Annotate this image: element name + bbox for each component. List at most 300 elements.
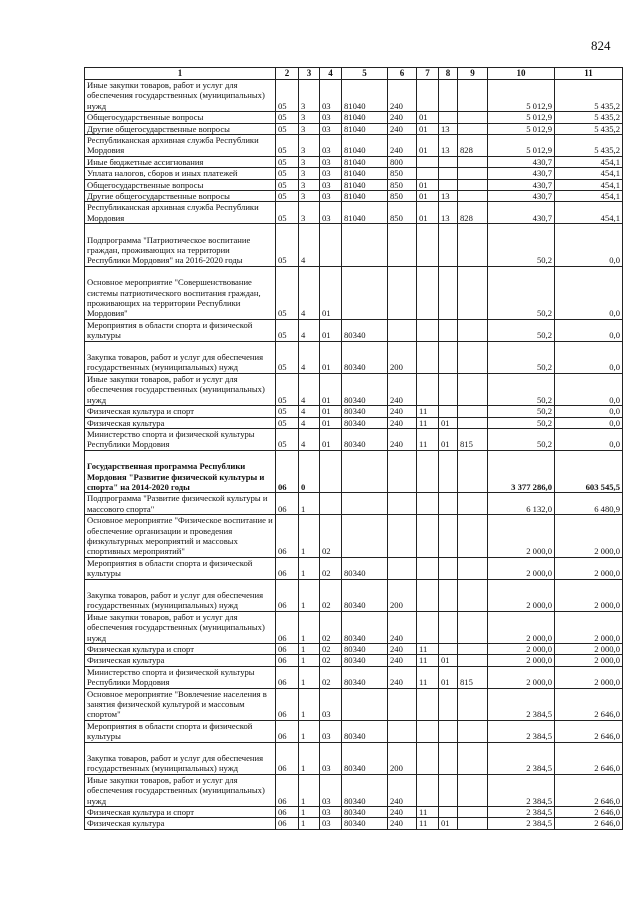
- table-row: [85, 341, 623, 373]
- row-code-3: 1: [299, 720, 320, 742]
- row-amount-11: 454,1: [555, 168, 623, 179]
- row-code-8: [439, 224, 458, 267]
- row-code-3: 4: [299, 373, 320, 405]
- row-code-6: 240: [388, 611, 417, 643]
- row-code-8: [439, 406, 458, 417]
- row-code-7: 01: [417, 135, 439, 157]
- row-code-6: 240: [388, 123, 417, 134]
- row-code-3: 3: [299, 80, 320, 112]
- row-code-9: [458, 319, 488, 341]
- row-code-7: 01: [417, 179, 439, 190]
- row-amount-10: 2 000,0: [488, 611, 555, 643]
- row-amount-11: 0,0: [555, 373, 623, 405]
- row-amount-10: 430,7: [488, 168, 555, 179]
- row-code-9: [458, 688, 488, 720]
- row-code-6: 240: [388, 135, 417, 157]
- row-code-2: 06: [276, 720, 299, 742]
- row-code-6: 240: [388, 666, 417, 688]
- row-code-4: 01: [320, 319, 342, 341]
- row-code-9: [458, 742, 488, 774]
- row-code-5: 80340: [342, 319, 388, 341]
- row-code-3: 4: [299, 224, 320, 267]
- row-code-4: 02: [320, 666, 342, 688]
- column-header-11: 11: [555, 68, 623, 80]
- row-code-5: 80340: [342, 341, 388, 373]
- row-name: Иные бюджетные ассигнования: [85, 156, 276, 167]
- row-code-2: 05: [276, 168, 299, 179]
- table-row: [85, 579, 623, 611]
- row-code-3: 1: [299, 611, 320, 643]
- row-code-7: 11: [417, 655, 439, 666]
- row-code-7: 01: [417, 191, 439, 202]
- row-amount-10: 2 384,5: [488, 720, 555, 742]
- row-code-3: 1: [299, 557, 320, 579]
- row-name: Физическая культура и спорт: [85, 807, 276, 818]
- row-code-5: 80340: [342, 428, 388, 450]
- row-code-7: [417, 80, 439, 112]
- row-amount-10: 2 000,0: [488, 557, 555, 579]
- row-code-6: 200: [388, 579, 417, 611]
- budget-table: [84, 67, 623, 830]
- row-code-7: [417, 341, 439, 373]
- row-code-7: [417, 373, 439, 405]
- row-code-9: [458, 643, 488, 654]
- row-code-4: 03: [320, 818, 342, 829]
- row-code-6: 240: [388, 774, 417, 806]
- row-name: Министерство спорта и физической культуры Республики Мордовия: [85, 428, 276, 450]
- page-number: 824: [591, 38, 611, 53]
- row-amount-11: 2 646,0: [555, 688, 623, 720]
- row-code-6: 240: [388, 818, 417, 829]
- row-code-4: 03: [320, 742, 342, 774]
- column-header-5: 5: [342, 68, 388, 80]
- row-code-9: [458, 406, 488, 417]
- row-code-9: [458, 156, 488, 167]
- row-code-5: [342, 515, 388, 558]
- row-name: Министерство спорта и физической культуры Республики Мордовия: [85, 666, 276, 688]
- row-code-2: 05: [276, 123, 299, 134]
- table-row: [85, 688, 623, 720]
- row-code-9: [458, 493, 488, 515]
- row-name: Физическая культура: [85, 655, 276, 666]
- row-code-3: 1: [299, 807, 320, 818]
- row-amount-11: 5 435,2: [555, 123, 623, 134]
- row-code-9: [458, 123, 488, 134]
- row-code-6: [388, 557, 417, 579]
- row-code-4: 03: [320, 123, 342, 134]
- row-code-7: [417, 742, 439, 774]
- row-amount-11: 0,0: [555, 341, 623, 373]
- row-code-2: 05: [276, 191, 299, 202]
- row-code-6: 240: [388, 112, 417, 123]
- row-code-2: 06: [276, 579, 299, 611]
- row-code-9: [458, 80, 488, 112]
- table-row: [85, 428, 623, 450]
- row-code-4: [320, 224, 342, 267]
- row-code-3: 1: [299, 643, 320, 654]
- row-code-6: 200: [388, 742, 417, 774]
- row-code-9: [458, 266, 488, 319]
- row-code-2: 06: [276, 611, 299, 643]
- row-amount-10: 2 384,5: [488, 742, 555, 774]
- row-code-8: [439, 156, 458, 167]
- row-code-5: 81040: [342, 123, 388, 134]
- row-code-8: 13: [439, 135, 458, 157]
- row-code-6: 240: [388, 807, 417, 818]
- row-code-9: [458, 818, 488, 829]
- row-name: Республиканская архивная служба Республики Мордовия: [85, 135, 276, 157]
- row-name: Другие общегосударственные вопросы: [85, 191, 276, 202]
- column-header-6: 6: [388, 68, 417, 80]
- row-code-6: 240: [388, 643, 417, 654]
- row-code-7: 11: [417, 666, 439, 688]
- row-amount-11: 2 646,0: [555, 720, 623, 742]
- row-amount-10: 430,7: [488, 179, 555, 190]
- row-code-6: 800: [388, 156, 417, 167]
- column-header-4: 4: [320, 68, 342, 80]
- row-name: Физическая культура: [85, 417, 276, 428]
- row-code-7: [417, 688, 439, 720]
- row-code-8: [439, 807, 458, 818]
- header-row: [85, 68, 623, 80]
- row-code-6: [388, 515, 417, 558]
- row-amount-11: 0,0: [555, 417, 623, 428]
- row-code-5: 80340: [342, 720, 388, 742]
- row-code-4: 03: [320, 156, 342, 167]
- row-code-2: 05: [276, 156, 299, 167]
- row-amount-10: 50,2: [488, 224, 555, 267]
- row-amount-11: 0,0: [555, 406, 623, 417]
- row-amount-11: 454,1: [555, 202, 623, 224]
- row-code-5: 80340: [342, 579, 388, 611]
- row-amount-11: 2 646,0: [555, 818, 623, 829]
- row-code-2: 05: [276, 179, 299, 190]
- row-amount-10: 3 377 286,0: [488, 450, 555, 493]
- row-amount-10: 50,2: [488, 266, 555, 319]
- row-code-9: [458, 611, 488, 643]
- table-row: [85, 168, 623, 179]
- table-row: [85, 655, 623, 666]
- table-row: [85, 818, 623, 829]
- row-code-5: 81040: [342, 135, 388, 157]
- row-code-8: [439, 168, 458, 179]
- row-code-3: 3: [299, 123, 320, 134]
- row-amount-11: 454,1: [555, 191, 623, 202]
- row-amount-10: 2 000,0: [488, 515, 555, 558]
- row-code-2: 05: [276, 341, 299, 373]
- row-name: Физическая культура и спорт: [85, 406, 276, 417]
- row-code-4: [320, 450, 342, 493]
- row-amount-10: 430,7: [488, 202, 555, 224]
- row-code-9: [458, 579, 488, 611]
- row-amount-10: 50,2: [488, 373, 555, 405]
- row-code-6: 240: [388, 428, 417, 450]
- row-code-2: 06: [276, 742, 299, 774]
- row-code-6: 850: [388, 168, 417, 179]
- row-code-8: [439, 643, 458, 654]
- row-code-6: [388, 450, 417, 493]
- row-name: Общегосударственные вопросы: [85, 179, 276, 190]
- row-code-4: 01: [320, 417, 342, 428]
- row-code-9: [458, 112, 488, 123]
- row-code-3: 4: [299, 319, 320, 341]
- row-code-8: [439, 112, 458, 123]
- row-code-4: 03: [320, 807, 342, 818]
- row-amount-10: 50,2: [488, 428, 555, 450]
- row-code-2: 06: [276, 807, 299, 818]
- row-code-3: 1: [299, 666, 320, 688]
- row-code-6: [388, 688, 417, 720]
- row-code-3: 3: [299, 168, 320, 179]
- row-code-9: 828: [458, 202, 488, 224]
- row-code-8: [439, 493, 458, 515]
- row-amount-11: 454,1: [555, 156, 623, 167]
- row-name: Закупка товаров, работ и услуг для обеспечения государственных (муниципальных) нужд: [85, 742, 276, 774]
- row-amount-11: 0,0: [555, 319, 623, 341]
- row-code-6: [388, 493, 417, 515]
- row-amount-10: 5 012,9: [488, 80, 555, 112]
- row-amount-11: 2 000,0: [555, 579, 623, 611]
- row-amount-10: 2 000,0: [488, 666, 555, 688]
- row-code-9: [458, 774, 488, 806]
- row-code-9: 828: [458, 135, 488, 157]
- row-code-4: 02: [320, 655, 342, 666]
- row-code-5: 81040: [342, 202, 388, 224]
- row-code-9: [458, 557, 488, 579]
- row-code-4: 03: [320, 774, 342, 806]
- row-code-7: [417, 557, 439, 579]
- row-amount-10: 6 132,0: [488, 493, 555, 515]
- row-code-2: 05: [276, 224, 299, 267]
- table-row: [85, 191, 623, 202]
- table-row: [85, 515, 623, 558]
- row-name: Основное мероприятие "Совершенствование системы патриотического воспитания граждан, проживающих на территории Республики Мордовия": [85, 266, 276, 319]
- table-row: [85, 493, 623, 515]
- row-amount-11: 0,0: [555, 428, 623, 450]
- table-row: [85, 135, 623, 157]
- row-amount-11: 0,0: [555, 266, 623, 319]
- row-code-7: [417, 579, 439, 611]
- row-amount-10: 430,7: [488, 191, 555, 202]
- row-code-2: 06: [276, 493, 299, 515]
- table-row: [85, 266, 623, 319]
- row-code-5: 80340: [342, 406, 388, 417]
- row-code-5: 81040: [342, 168, 388, 179]
- row-code-4: 02: [320, 579, 342, 611]
- row-code-7: 11: [417, 417, 439, 428]
- row-code-2: 05: [276, 112, 299, 123]
- row-code-3: 1: [299, 515, 320, 558]
- row-code-6: 850: [388, 191, 417, 202]
- row-code-5: 80340: [342, 666, 388, 688]
- row-amount-10: 50,2: [488, 319, 555, 341]
- row-code-6: 240: [388, 80, 417, 112]
- row-code-5: [342, 493, 388, 515]
- row-code-7: [417, 493, 439, 515]
- row-amount-10: 50,2: [488, 417, 555, 428]
- row-code-2: 05: [276, 417, 299, 428]
- row-code-2: 05: [276, 428, 299, 450]
- row-code-2: 05: [276, 373, 299, 405]
- row-amount-11: 5 435,2: [555, 80, 623, 112]
- row-code-8: [439, 319, 458, 341]
- row-code-8: 01: [439, 818, 458, 829]
- row-code-5: 80340: [342, 742, 388, 774]
- row-code-5: 80340: [342, 643, 388, 654]
- row-amount-11: 2 000,0: [555, 666, 623, 688]
- row-name: Общегосударственные вопросы: [85, 112, 276, 123]
- row-name: Подпрограмма "Патриотическое воспитание граждан, проживающих на территории Республики Мордовия" на 2016-2020 годы: [85, 224, 276, 267]
- row-amount-11: 603 545,5: [555, 450, 623, 493]
- row-code-5: [342, 688, 388, 720]
- row-code-3: 4: [299, 406, 320, 417]
- row-code-5: 81040: [342, 191, 388, 202]
- row-amount-10: 2 384,5: [488, 688, 555, 720]
- row-code-6: 240: [388, 406, 417, 417]
- row-code-6: 200: [388, 341, 417, 373]
- row-code-4: 02: [320, 557, 342, 579]
- row-amount-11: 5 435,2: [555, 135, 623, 157]
- table-row: [85, 123, 623, 134]
- row-code-8: [439, 373, 458, 405]
- row-code-4: 01: [320, 341, 342, 373]
- table-row: [85, 112, 623, 123]
- row-code-5: 81040: [342, 179, 388, 190]
- table-row: [85, 720, 623, 742]
- row-name: Физическая культура и спорт: [85, 643, 276, 654]
- row-code-7: 01: [417, 123, 439, 134]
- row-code-7: [417, 450, 439, 493]
- row-code-5: 80340: [342, 373, 388, 405]
- row-name: Мероприятия в области спорта и физической культуры: [85, 319, 276, 341]
- table-row: [85, 807, 623, 818]
- row-code-7: 01: [417, 112, 439, 123]
- row-code-9: [458, 191, 488, 202]
- row-code-3: 3: [299, 156, 320, 167]
- row-code-3: 3: [299, 135, 320, 157]
- table-row: [85, 179, 623, 190]
- row-code-3: 4: [299, 417, 320, 428]
- row-code-4: 03: [320, 112, 342, 123]
- row-code-9: [458, 224, 488, 267]
- row-code-8: [439, 341, 458, 373]
- table-row: [85, 319, 623, 341]
- row-code-4: 03: [320, 202, 342, 224]
- row-code-8: 01: [439, 655, 458, 666]
- row-code-8: [439, 80, 458, 112]
- row-code-6: [388, 266, 417, 319]
- row-code-2: 06: [276, 818, 299, 829]
- row-code-6: [388, 319, 417, 341]
- row-code-7: [417, 156, 439, 167]
- row-code-4: 01: [320, 406, 342, 417]
- row-code-5: 81040: [342, 80, 388, 112]
- row-code-3: 1: [299, 774, 320, 806]
- table-row: [85, 611, 623, 643]
- row-code-9: [458, 720, 488, 742]
- row-amount-11: 2 000,0: [555, 515, 623, 558]
- row-amount-10: 50,2: [488, 406, 555, 417]
- row-code-8: [439, 611, 458, 643]
- row-code-3: 3: [299, 191, 320, 202]
- row-code-9: [458, 807, 488, 818]
- row-name: Мероприятия в области спорта и физической культуры: [85, 720, 276, 742]
- row-code-8: [439, 266, 458, 319]
- row-amount-11: 2 646,0: [555, 807, 623, 818]
- row-code-8: 01: [439, 428, 458, 450]
- column-header-7: 7: [417, 68, 439, 80]
- row-code-5: 80340: [342, 818, 388, 829]
- row-code-3: 1: [299, 818, 320, 829]
- table-row: [85, 557, 623, 579]
- row-code-2: 05: [276, 80, 299, 112]
- row-name: Основное мероприятие "Вовлечение населения в занятия физической культурой и массовым спортом": [85, 688, 276, 720]
- row-name: Иные закупки товаров, работ и услуг для обеспечения государственных (муниципальных) нужд: [85, 80, 276, 112]
- row-code-2: 05: [276, 202, 299, 224]
- row-code-7: [417, 224, 439, 267]
- row-code-2: 06: [276, 557, 299, 579]
- table-row: [85, 666, 623, 688]
- row-code-2: 06: [276, 688, 299, 720]
- row-code-9: 815: [458, 666, 488, 688]
- row-code-3: 1: [299, 688, 320, 720]
- row-amount-10: 5 012,9: [488, 135, 555, 157]
- row-amount-11: 2 646,0: [555, 742, 623, 774]
- row-code-8: [439, 720, 458, 742]
- row-code-9: [458, 168, 488, 179]
- row-name: Другие общегосударственные вопросы: [85, 123, 276, 134]
- row-code-4: 03: [320, 168, 342, 179]
- row-code-2: 06: [276, 515, 299, 558]
- row-name: Мероприятия в области спорта и физической культуры: [85, 557, 276, 579]
- row-name: Уплата налогов, сборов и иных платежей: [85, 168, 276, 179]
- table-row: [85, 224, 623, 267]
- row-amount-11: 2 646,0: [555, 774, 623, 806]
- row-code-7: [417, 611, 439, 643]
- row-code-8: [439, 450, 458, 493]
- row-amount-10: 5 012,9: [488, 123, 555, 134]
- row-code-4: 01: [320, 266, 342, 319]
- row-code-7: 11: [417, 818, 439, 829]
- table-row: [85, 80, 623, 112]
- row-code-8: 13: [439, 191, 458, 202]
- row-code-8: [439, 179, 458, 190]
- row-code-8: [439, 742, 458, 774]
- column-header-1: 1: [85, 68, 276, 80]
- row-code-9: [458, 515, 488, 558]
- table-row: [85, 202, 623, 224]
- row-code-7: [417, 266, 439, 319]
- row-name: Иные закупки товаров, работ и услуг для обеспечения государственных (муниципальных) нужд: [85, 611, 276, 643]
- row-amount-11: 0,0: [555, 224, 623, 267]
- row-code-7: 11: [417, 643, 439, 654]
- row-code-5: 80340: [342, 557, 388, 579]
- row-code-5: 81040: [342, 156, 388, 167]
- row-code-2: 06: [276, 774, 299, 806]
- row-code-3: 3: [299, 202, 320, 224]
- row-code-5: 81040: [342, 112, 388, 123]
- table-row: [85, 406, 623, 417]
- row-code-3: 1: [299, 493, 320, 515]
- row-code-4: 03: [320, 179, 342, 190]
- row-code-8: [439, 557, 458, 579]
- row-amount-11: 2 000,0: [555, 557, 623, 579]
- row-code-6: [388, 720, 417, 742]
- row-name: Государственная программа Республики Мордовия "Развитие физической культуры и спорта" на 2014-2020 годы: [85, 450, 276, 493]
- row-code-9: [458, 417, 488, 428]
- row-code-7: [417, 168, 439, 179]
- row-code-9: [458, 373, 488, 405]
